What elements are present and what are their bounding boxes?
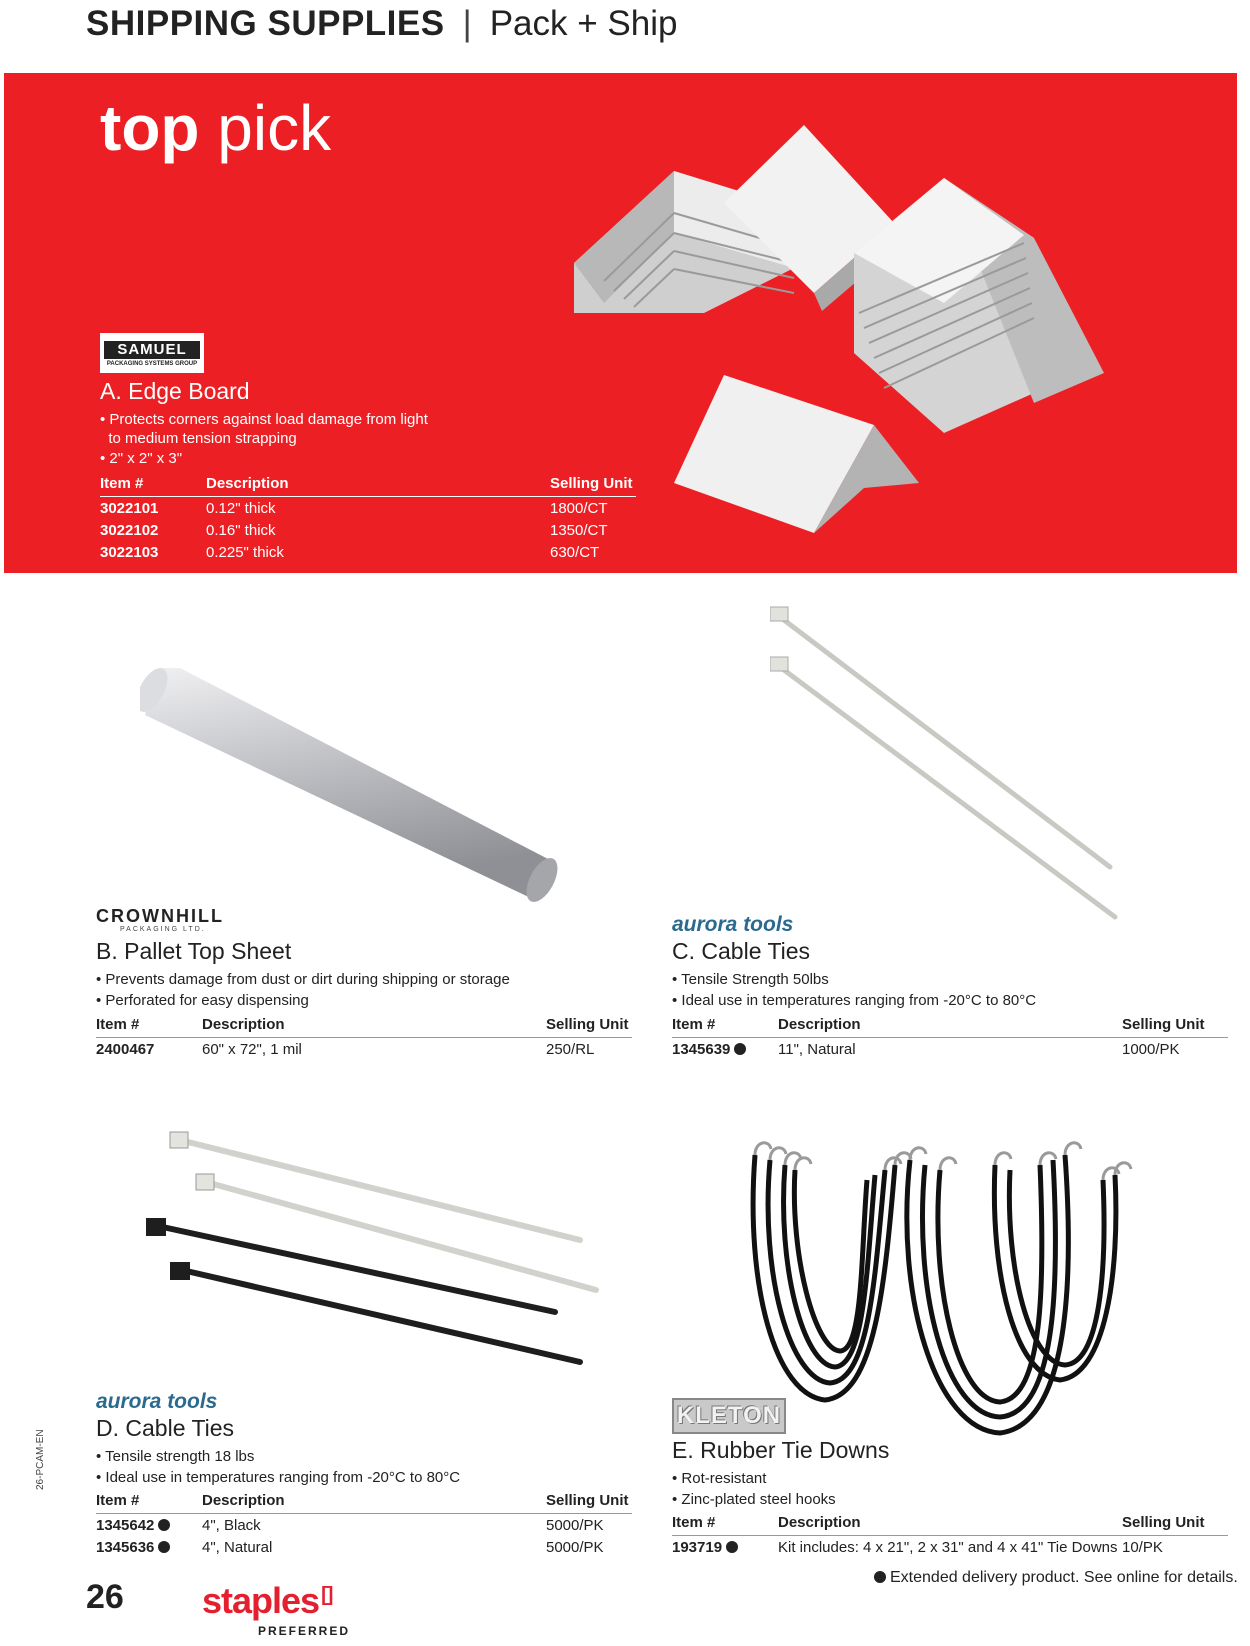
table-header-row [96,1490,632,1514]
col-selling-unit: Selling Unit [546,1015,629,1033]
product-a-bullet-1-cont: to medium tension strapping [100,430,297,447]
header-separator: | [462,4,472,43]
item-number: 3022101 [100,500,159,517]
product-c-bullet-1: • Tensile Strength 50lbs [672,971,829,988]
item-number: 3022103 [100,544,159,561]
table-row [96,1038,632,1061]
col-description: Description [778,1513,861,1531]
samuel-logo-name: SAMUEL [104,341,200,359]
product-e-table [672,1512,1228,1558]
col-description: Description [202,1015,285,1033]
item-unit: 1000/PK [1122,1041,1180,1058]
top-pick-label [100,83,331,173]
col-item: Item # [96,1015,140,1033]
col-selling-unit: Selling Unit [550,474,633,492]
table-header-row [96,1014,632,1038]
product-a-table [100,473,636,563]
item-unit: 1800/CT [550,500,608,517]
product-b-title: B. Pallet Top Sheet [96,938,292,964]
rubber-tie-downs-image [735,1125,1155,1445]
samuel-logo-tagline: PACKAGING SYSTEMS GROUP [106,361,198,367]
product-d-bullet-2: • Ideal use in temperatures ranging from -20°C to 80°C [96,1469,461,1486]
extended-delivery-icon [874,1571,886,1583]
product-d-title: D. Cable Ties [96,1415,235,1441]
page-header [86,4,677,44]
table-row [100,497,636,520]
item-description: 0.12" thick [206,500,276,517]
item-number-text: 1345639 [672,1041,731,1058]
product-b-table [96,1014,632,1060]
product-c-table [672,1014,1228,1060]
col-item: Item # [672,1015,716,1033]
extended-delivery-text: Extended delivery product. See online for details. [890,1569,1238,1586]
item-number [96,1536,202,1558]
table-header-row [672,1512,1228,1536]
kleton-logo: KLETON [672,1398,786,1434]
aurora-tools-logo-c: aurora tools [672,913,794,936]
item-unit: 5000/PK [546,1539,604,1556]
page-number: 26 [86,1578,124,1616]
table-header-row [100,473,636,497]
edge-board-image [564,113,1164,553]
extended-delivery-icon [726,1541,738,1553]
staples-logo-text: staples [202,1580,320,1621]
col-description: Description [206,474,289,492]
product-d-table [96,1490,632,1558]
product-c-title: C. Cable Ties [672,938,811,964]
table-row [100,519,636,541]
product-a-bullet-1: • Protects corners against load damage from light [100,411,428,428]
pallet-sheet-roll-image [140,660,560,910]
item-unit: 250/RL [546,1041,595,1058]
product-b-bullet-1: • Prevents damage from dust or dirt during shipping or storage [96,971,510,988]
item-number: 2400467 [96,1041,155,1058]
aurora-tools-logo-d: aurora tools [96,1390,218,1413]
product-c-bullet-2: • Ideal use in temperatures ranging from -20°C to 80°C [672,992,1037,1009]
item-number-text: 193719 [672,1539,723,1556]
table-header-row [672,1014,1228,1038]
item-description: 0.16" thick [206,522,276,539]
product-b-bullet-2: • Perforated for easy dispensing [96,992,309,1009]
top-pick-banner [4,73,1237,573]
product-a-bullet-2: • 2" x 2" x 3" [100,450,183,467]
col-selling-unit: Selling Unit [1122,1513,1205,1531]
edge-board-stack-right [854,178,1104,433]
item-number: 3022102 [100,522,159,539]
extended-delivery-icon [158,1541,170,1553]
item-description: 60" x 72", 1 mil [202,1041,302,1058]
crownhill-logo: CROWNHILL [96,906,224,926]
col-item: Item # [96,1491,140,1509]
col-selling-unit: Selling Unit [546,1491,629,1509]
item-number-text: 1345636 [96,1539,155,1556]
item-unit: 5000/PK [546,1517,604,1534]
catalog-code: 26-PCAM-EN [35,1429,46,1490]
staples-logo-sub: PREFERRED [258,1624,351,1638]
col-item: Item # [672,1513,716,1531]
pick-word: pick [217,92,332,164]
product-e-title: E. Rubber Tie Downs [672,1437,890,1463]
table-row [672,1536,1228,1559]
item-number-text: 1345642 [96,1517,155,1534]
table-row [96,1514,632,1537]
col-description: Description [202,1491,285,1509]
top-word: top [100,92,200,164]
item-description: 0.225" thick [206,544,284,561]
extended-delivery-icon [158,1519,170,1531]
col-item: Item # [100,474,144,492]
extended-delivery-icon [734,1043,746,1055]
item-description: 4", Natural [202,1539,273,1556]
edge-board-single-bottom [674,375,919,533]
product-e-bullet-2: • Zinc-plated steel hooks [672,1491,836,1508]
col-description: Description [778,1015,861,1033]
item-number [96,1514,202,1537]
item-unit: 630/CT [550,544,600,561]
item-description: 4", Black [202,1517,261,1534]
item-description: Kit includes: 4 x 21", 2 x 31" and 4 x 41" Tie Downs [778,1539,1118,1556]
item-number [672,1536,778,1559]
product-e-bullet-1: • Rot-resistant [672,1470,767,1487]
product-d-bullet-1: • Tensile strength 18 lbs [96,1448,255,1465]
table-row [672,1038,1228,1061]
col-selling-unit: Selling Unit [1122,1015,1205,1033]
product-a-title: A. Edge Board [100,378,250,404]
item-description: 11", Natural [778,1041,856,1058]
staples-bracket-icon: [] [321,1584,333,1606]
samuel-logo [100,333,204,373]
item-unit: 10/PK [1122,1539,1163,1556]
extended-delivery-note [874,1569,1238,1587]
table-row [100,541,636,563]
cable-ties-natural-image [770,605,1130,925]
section-subtitle: Pack + Ship [489,4,678,43]
item-number [672,1038,778,1061]
staples-logo [202,1580,332,1622]
section-title: SHIPPING SUPPLIES [86,4,445,43]
crownhill-logo-sub: PACKAGING LTD. [120,926,206,933]
cable-ties-black-natural-image [140,1120,600,1380]
table-row [96,1536,632,1558]
item-unit: 1350/CT [550,522,608,539]
